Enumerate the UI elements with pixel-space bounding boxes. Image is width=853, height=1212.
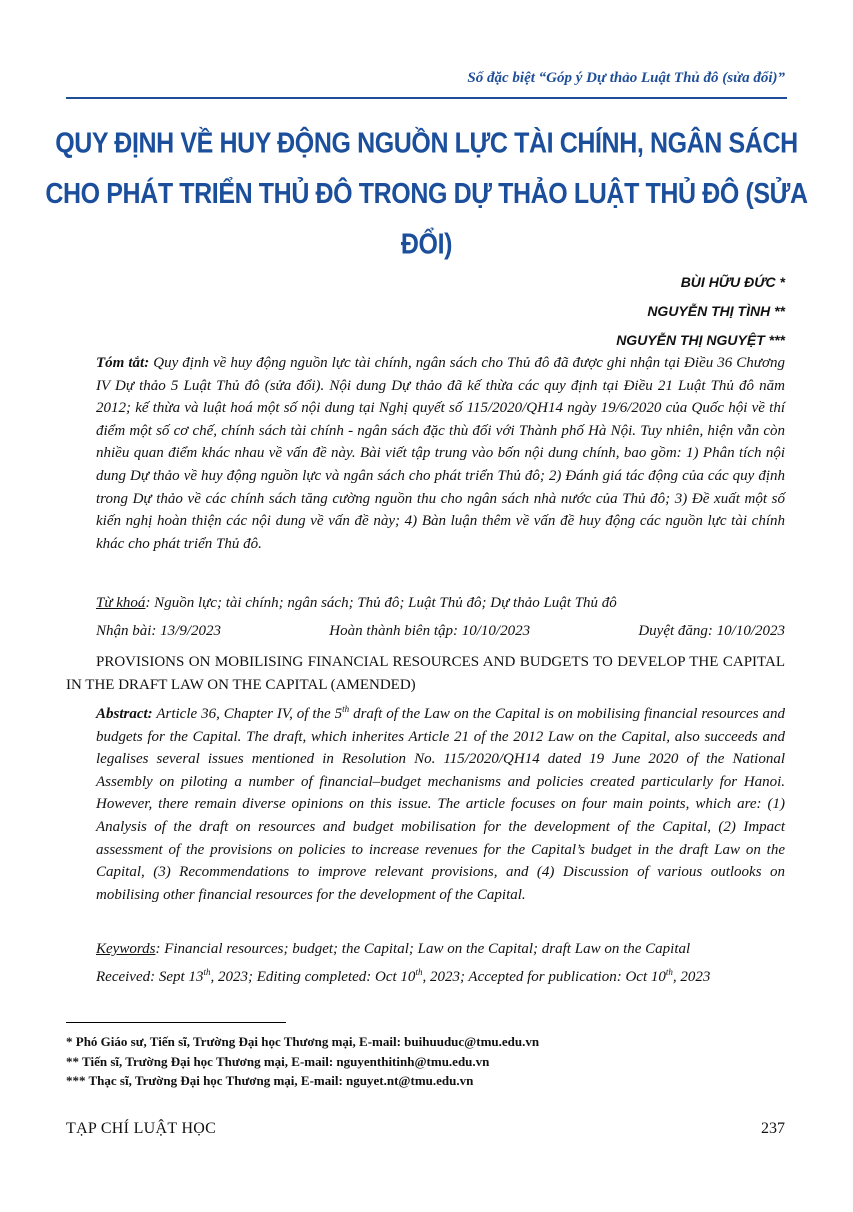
abstract-text-1: Article 36, Chapter IV, of the 5 [156,706,343,722]
date-en-2: , 2023; Editing completed: Oct 10 [210,969,416,985]
author-3: NGUYỄN THỊ NGUYỆT *** [616,332,785,348]
date-accepted-vi: Duyệt đăng: 10/10/2023 [638,623,785,639]
keywords-vi-text: : Nguồn lực; tài chính; ngân sách; Thủ đô; Luật Thủ đô; Dự thảo Luật Thủ đô [145,595,617,611]
date-en-1: Received: Sept 13 [96,969,204,985]
header-divider [66,97,787,99]
keywords-vi-label: Từ khoá [96,595,146,611]
footnote-3: *** Thạc sĩ, Trường Đại học Thương mại, E-mail: nguyet.nt@tmu.edu.vn [66,1073,474,1088]
date-en-3: , 2023; Accepted for publication: Oct 10 [422,969,666,985]
journal-name: TẠP CHÍ LUẬT HỌC [66,1120,217,1137]
abstract-label: Abstract: [96,706,153,722]
special-issue-header: Số đặc biệt “Góp ý Dự thảo Luật Thủ đô (sửa đổi)” [467,70,785,86]
page-number: 237 [761,1120,785,1137]
dates-en [96,966,785,989]
author-1: BÙI HỮU ĐỨC * [680,274,785,290]
date-edited-vi: Hoàn thành biên tập: 10/10/2023 [329,623,531,639]
abstract-sup: th [342,704,350,714]
title-line-2: CHO PHÁT TRIỂN THỦ ĐÔ TRONG DỰ THẢO LUẬT THỦ ĐÔ (SỬA ĐỔI) [45,177,808,261]
keywords-en-text: : Financial resources; budget; the Capital; Law on the Capital; draft Law on the Capital [155,941,691,957]
keywords-vi [96,592,785,615]
abstract-en [96,703,785,906]
english-title: PROVISIONS ON MOBILISING FINANCIAL RESOURCES AND BUDGETS TO DEVELOP THE CAPITAL IN THE DRAFT LAW ON THE CAPITAL (AMENDED) [66,654,785,693]
keywords-en-label: Keywords [96,941,156,957]
keywords-en [96,938,785,961]
date-en-sup-1: th [203,967,211,977]
date-received-vi: Nhận bài: 13/9/2023 [96,623,222,639]
date-en-4: , 2023 [672,969,711,985]
footnote-divider [66,1022,286,1023]
footnote-1: * Phó Giáo sư, Tiến sĩ, Trường Đại học Thương mại, E-mail: buihuuduc@tmu.edu.vn [66,1034,540,1049]
author-list [616,268,785,355]
article-title [40,118,813,270]
date-en-sup-2: th [415,967,423,977]
dates-vi [96,620,785,643]
author-2: NGUYỄN THỊ TÌNH ** [647,303,785,319]
title-line-1: QUY ĐỊNH VỀ HUY ĐỘNG NGUỒN LỰC TÀI CHÍNH, NGÂN SÁCH [55,127,798,160]
date-en-sup-3: th [665,967,673,977]
summary-vi-text: Quy định về huy động nguồn lực tài chính, ngân sách cho Thủ đô đã được ghi nhận tại Điều 36 Chương IV Dự thảo 5 Luật Thủ đô (sửa đổi). Nội dung Dự thảo đã kế thừa các quy định tại Điều 21 Luật Thủ đô năm 2012; kế thừa và luật hoá một số nội dung tại Nghị quyết số 115/2020/QH14 ngày 19/6/2020 của Quốc hội về thí điểm một số cơ chế, chính sách tài chính - ngân sách đặc thù đối với Thành phố Hà Nội. Tuy nhiên, hiện vẫn còn nhiều quan điểm khác nhau về vấn đề này. Bài viết tập trung vào bốn nội dung chính, bao gồm: 1) Phân tích nội dung Dự thảo về huy động nguồn lực và ngân sách cho phát triển Thủ đô; 2) Đánh giá tác động của các quy định trong Dự thảo về các chính sách tăng cường nguồn thu cho ngân sách nhà nước của Thủ đô; 3) Đề xuất một số kiến nghị hoàn thiện các nội dung về vấn đề này; 4) Bàn luận thêm về vấn đề huy động các nguồn lực tài chính khác cho phát triển Thủ đô. [96,355,785,552]
summary-vi-label: Tóm tắt: [96,355,150,371]
footnote-2: ** Tiến sĩ, Trường Đại học Thương mại, E-mail: nguyenthitinh@tmu.edu.vn [66,1053,490,1069]
footnotes [66,1032,539,1091]
summary-vi [96,352,785,555]
abstract-text-2: draft of the Law on the Capital is on mobilising financial resources and budgets for the Capital. The draft, which inherites Article 21 of the 2012 Law on the Capital, also succeeds and legalises several issues mentioned in Resolution No. 115/2020/QH14 dated 19 June 2020 of the National Assembly on piloting a number of financial–budget mechanisms and policies created particularly for Hanoi. However, there remain diverse opinions on this issue. The article focuses on four main points, which are: (1) Analysis of the draft on resources and budget mobilisation for the development of the Capital, (2) Impact assessment of the provisions on policies to increase revenues for the Capital’s budget in the draft Law on the Capital, (3) Recommendations to improve relevant provisions, and (4) Discussion of various outlooks on mobilising other financial resources for the development of the Capital. [96,706,786,903]
